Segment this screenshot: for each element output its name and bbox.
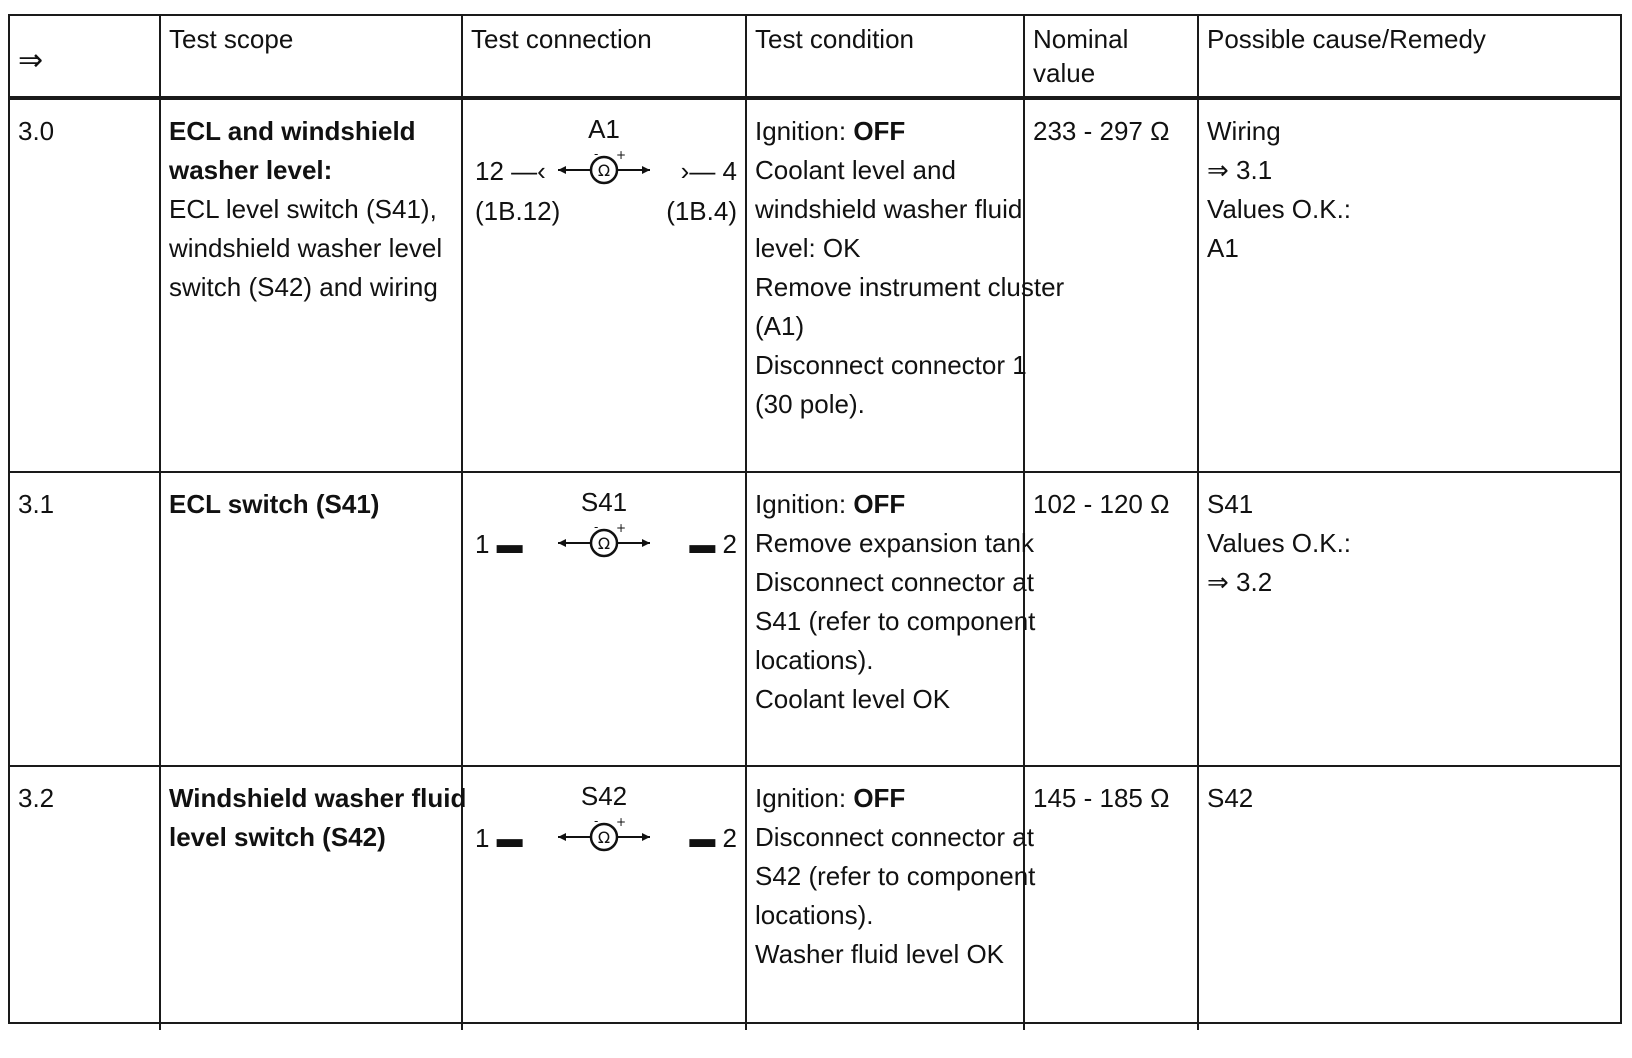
connection-cell <box>462 98 746 472</box>
nominal-cell: 145 - 185 Ω <box>1024 766 1198 1030</box>
nominal-cell: 233 - 297 Ω <box>1024 98 1198 472</box>
remedy-cell: Wiring ⇒ 3.1 Values O.K.: A1 <box>1198 98 1620 472</box>
test-connection-diagram <box>463 767 745 887</box>
ohmmeter-icon <box>556 523 652 563</box>
remedy-cell: S41 Values O.K.: ⇒ 3.2 <box>1198 472 1620 766</box>
condition-cell: Ignition: OFF Disconnect connector at S42 (refer to component locations). Washer fluid level OK <box>746 766 1024 1030</box>
connection-cell <box>462 766 746 1030</box>
nominal-cell: 102 - 120 Ω <box>1024 472 1198 766</box>
scope-cell: ECL and windshield washer level: ECL level switch (S41), windshield washer level switch (S42) and wiring <box>160 98 462 472</box>
pin-right: ›— 4 <box>680 156 737 186</box>
scope-cell: ECL switch (S41) <box>160 472 462 766</box>
svg-text:+: + <box>616 523 627 535</box>
condition-cell: Ignition: OFF Coolant level and windshield washer fluid level: OK Remove instrument cluster (A1) Disconnect connector 1 (30 pole). <box>746 98 1024 472</box>
component-label: S41 <box>580 487 628 517</box>
pin-left: 1 ▬ <box>475 823 523 853</box>
svg-text:+: + <box>616 817 627 829</box>
test-procedure-sheet <box>8 14 1622 1024</box>
svg-text:+: + <box>616 150 627 162</box>
test-table <box>10 16 1620 1030</box>
step-cell: 3.1 <box>10 472 160 766</box>
connection-cell <box>462 472 746 766</box>
pin-left: 1 ▬ <box>475 529 523 559</box>
step-cell: 3.0 <box>10 98 160 472</box>
header-test-scope: Test scope <box>160 16 462 98</box>
ohmmeter-icon <box>556 150 652 190</box>
condition-cell: Ignition: OFF Remove expansion tank Disconnect connector at S41 (refer to component locations). Coolant level OK <box>746 472 1024 766</box>
header-arrow: ⇒ <box>10 16 160 98</box>
svg-text:Ω: Ω <box>597 828 611 847</box>
component-label: A1 <box>588 114 620 144</box>
pin-left: 12 —‹ <box>475 156 546 186</box>
connector-ref-right: (1B.4) <box>666 196 737 226</box>
remedy-cell: S42 <box>1198 766 1620 1030</box>
test-connection-diagram <box>463 100 745 226</box>
table-row <box>10 766 1620 1030</box>
ohmmeter-icon <box>556 817 652 857</box>
svg-text:-: - <box>594 817 599 828</box>
table-header-row <box>10 16 1620 98</box>
scope-cell: Windshield washer fluid level switch (S42) <box>160 766 462 1030</box>
table-row <box>10 98 1620 472</box>
header-test-connection: Test connection <box>462 16 746 98</box>
header-nominal-value: Nominal value <box>1024 16 1198 98</box>
table-row <box>10 472 1620 766</box>
component-label: S42 <box>580 781 628 811</box>
svg-text:-: - <box>594 150 599 161</box>
header-possible-cause: Possible cause/Remedy <box>1198 16 1620 98</box>
svg-text:-: - <box>594 523 599 534</box>
step-cell: 3.2 <box>10 766 160 1030</box>
svg-text:Ω: Ω <box>597 534 611 553</box>
pin-right: ▬ 2 <box>689 823 737 853</box>
pin-right: ▬ 2 <box>689 529 737 559</box>
header-test-condition: Test condition <box>746 16 1024 98</box>
connector-ref-left: (1B.12) <box>475 196 561 226</box>
test-connection-diagram <box>463 473 745 593</box>
svg-text:Ω: Ω <box>597 161 611 180</box>
